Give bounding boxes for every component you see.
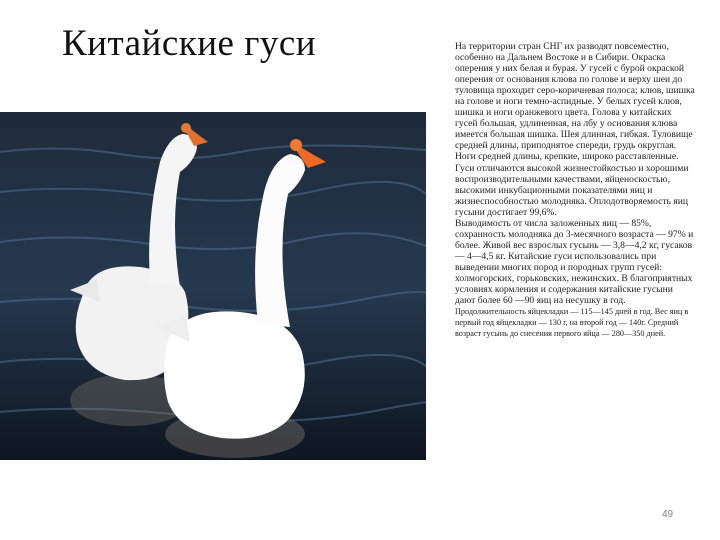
paragraph-description: На территории стран СНГ их разводят повсеместно, особенно на Дальнем Востоке и в Сибири. Окраска оперения у них белая и бурая. У гусей с бурой окраской оперения от основания клюва по голове и верху шеи до туловища проходит серо-коричневая полоса; клюв, шишка на голове и ноги темно-аспидные. У белых гусей клюв, шишка и ноги оранжевого цвета. Голова у китайских гусей большая, удлиненная, на лбу у основания клюва имеется большая шишка. Шея длинная, гибкая. Туловище средней длины, приподнятое спереди, грудь округлая. Ноги средней длины, крепкие, широко расставленные. Гуси отличаются высокой жизнестойкостью и хорошими воспроизводительными качествами, яйценоскостью, высокими инкубационными показателями яиц и жизнеспособностью молодняка. Оплодотворяемость яиц гусыни достигает 99,6%. xyxy=(455,41,695,218)
goose-photo xyxy=(0,112,426,460)
slide-title: Китайские гуси xyxy=(62,23,317,64)
paragraph-productivity: Выводимость от числа заложенных яиц — 85%, сохранность молодняка до 3-месячного возраста — 97% и более. Живой вес взрослых гусынь — 3,8—4,2 кг, гусаков — 4—4,5 кг. Китайские гуси использовались при выведении многих пород и породных групп гусей: холмогорских, горьковских, нежинских. В благоприятных условиях кормления и содержания китайские гусыни дают более 60 —90 яиц на несушку в год. xyxy=(455,217,694,307)
paragraph-laying: Продолжительность яйцекладки — 115—145 дней в год. Вес яиц в первый год яйцекладки — 130 г, на второй год — 140г. Средний возраст гусынь до снесения первого яйца — 280—350 дней. xyxy=(455,307,689,339)
body-text xyxy=(455,41,695,339)
page-number: 49 xyxy=(662,509,674,520)
